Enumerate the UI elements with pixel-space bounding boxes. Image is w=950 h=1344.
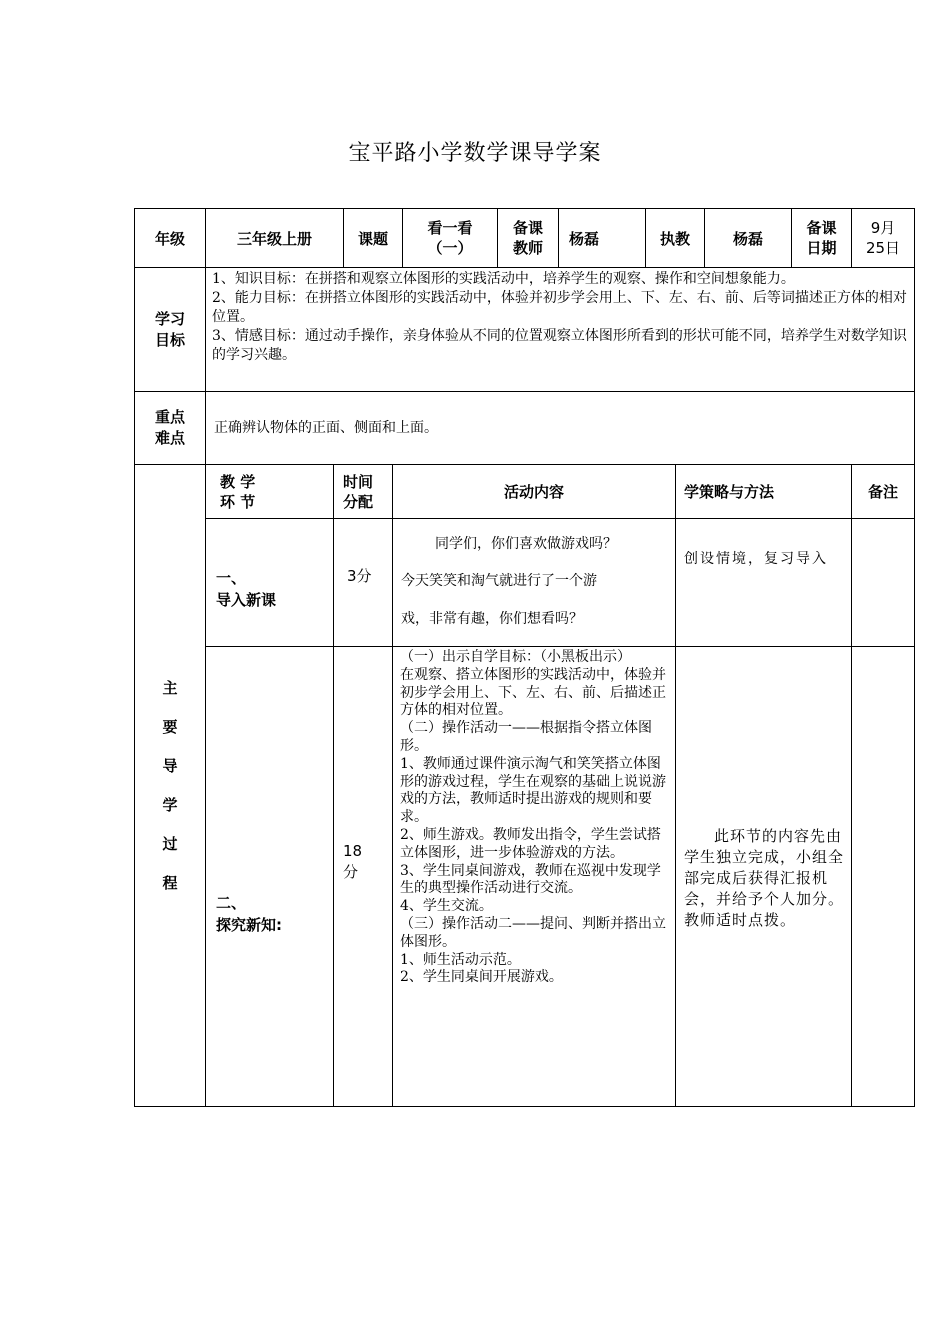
col-time-header: 时间 分配 bbox=[343, 472, 374, 511]
key-points-label: 重点 难点 bbox=[154, 408, 185, 447]
activity-explore: （一）出示自学目标：（小黑板出示） 在观察、搭立体图形的实践活动中，体验并初步学会用上、下、左、右、前、后描述正方体的相对位置。 （二）操作活动一——根据指令搭立体图形。 1、教师通过课件演示淘气和笑笑搭立体图形的游戏过程，学生在观察的基础上说说游戏的方法，教师适时提出游戏的规则和要求。 2、师生游戏。教师发出指令，学生尝试搭立体图形，进一步体验游戏的方法。 3、学生同桌间游戏，教师在巡视中发现学生的典型操作活动进行交流。 4、学生交流。 （三）操作活动二——提问、判断并搭出立体图形。 1、师生活动示范。 2、学生同桌间开展游戏。 bbox=[400, 649, 666, 986]
stage-intro: 一、 导入新课 bbox=[216, 569, 277, 609]
goals-label: 学习 目标 bbox=[154, 309, 185, 349]
strategy-explore: 此环节的内容先由学生独立完成，小组全部完成后获得汇报机会，并给予个人加分。教师适时点拨。 bbox=[684, 827, 845, 929]
col-strategy-header: 学策略与方法 bbox=[684, 483, 775, 501]
prep-teacher-label: 备课 教师 bbox=[512, 219, 543, 257]
topic-label: 课题 bbox=[357, 229, 388, 248]
topic-value: 看一看 （一） bbox=[427, 219, 473, 257]
activity-intro-line-3: 戏，非常有趣，你们想看吗？ bbox=[401, 611, 583, 627]
key-points-text: 正确辨认物体的正面、侧面和上面。 bbox=[214, 420, 438, 436]
prep-date-value: 9月 25日 bbox=[865, 219, 901, 257]
teaching-label: 执教 bbox=[659, 229, 690, 248]
teaching-value: 杨磊 bbox=[732, 229, 763, 248]
grade-label: 年级 bbox=[154, 229, 185, 248]
strategy-intro: 创设情境，复习导入 bbox=[684, 551, 828, 567]
time-intro: 3分 bbox=[347, 567, 372, 585]
page-title: 宝平路小学数学课导学案 bbox=[348, 141, 602, 166]
col-note-header: 备注 bbox=[867, 483, 898, 501]
col-activity-header: 活动内容 bbox=[503, 483, 564, 501]
time-explore: 18 分 bbox=[343, 842, 363, 881]
stage-explore: 二、 探究新知: bbox=[216, 894, 282, 934]
activity-intro-line-2: 今天笑笑和淘气就进行了一个游 bbox=[401, 573, 597, 589]
grade-value: 三年级上册 bbox=[236, 229, 312, 248]
goals-text: 1、知识目标：在拼搭和观察立体图形的实践活动中，培养学生的观察、操作和空间想象能力。 2、能力目标：在拼搭立体图形的实践活动中，体验并初步学会用上、下、左、右、前、后等词描述正方体的相对位置。 3、情感目标：通过动手操作，亲身体验从不同的位置观察立体图形所看到的形状可能不同，培养学生对数学知识的学习兴趣。 bbox=[212, 271, 907, 363]
activity-intro-line-1: 同学们，你们喜欢做游戏吗？ bbox=[435, 536, 617, 552]
prep-teacher-value: 杨磊 bbox=[569, 229, 600, 248]
process-side-label: 主 要 导 学 过 程 bbox=[162, 678, 178, 892]
col-stage-header: 教 学 环 节 bbox=[220, 472, 256, 511]
prep-date-label: 备课 日期 bbox=[806, 219, 837, 257]
